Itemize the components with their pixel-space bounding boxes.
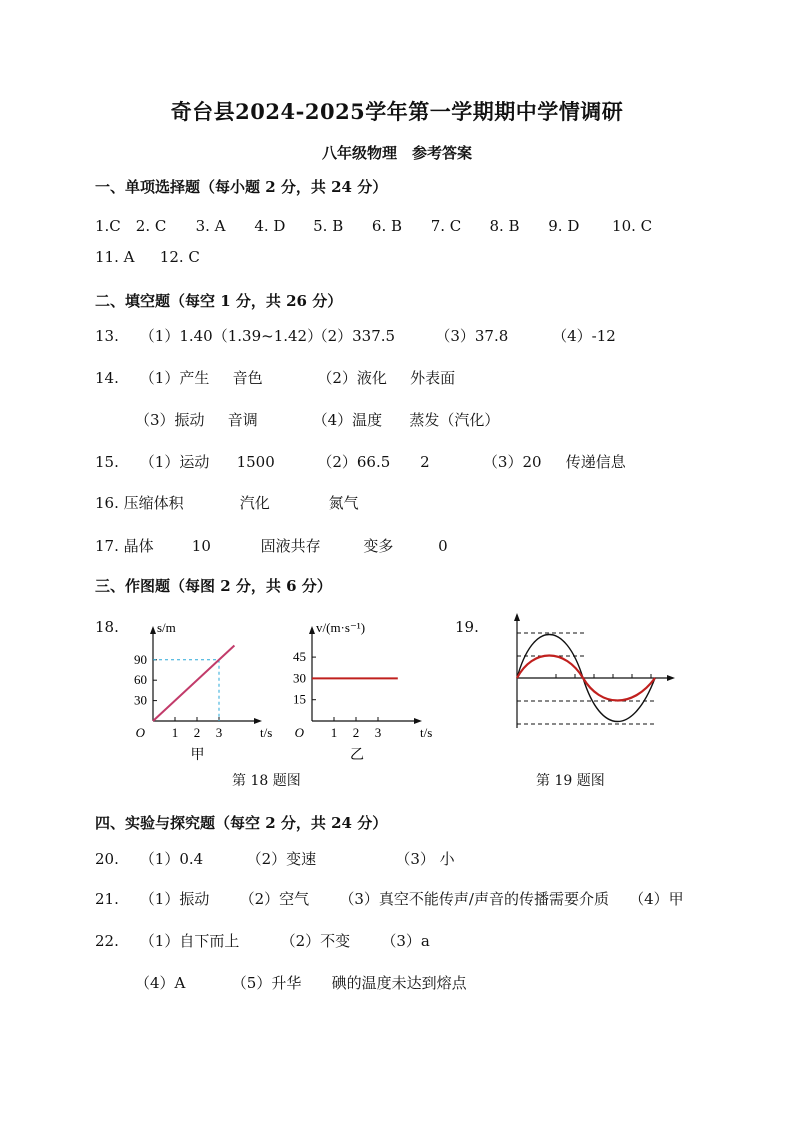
- chart-name: 乙: [350, 748, 364, 763]
- figure-18-caption: 第 18 题图: [232, 773, 301, 789]
- answer-text: 16. 压缩体积: [95, 494, 184, 512]
- answer-text: （1）振动: [139, 890, 210, 908]
- question-number: 20.: [95, 850, 119, 868]
- section-2-heading: 二、填空题（每空 1 分，共 26 分）: [95, 292, 343, 310]
- answer-11: 11. A: [95, 248, 135, 266]
- answer-text: 1500: [236, 453, 275, 471]
- y-tick-label: 30: [293, 670, 306, 686]
- x-axis-arrow: [414, 718, 422, 724]
- answer-row: [95, 492, 359, 513]
- y-axis-label: v/(m·s⁻¹): [316, 620, 366, 635]
- answer-row: [95, 451, 626, 472]
- section-3-heading: 三、作图题（每图 2 分，共 6 分）: [95, 577, 332, 595]
- y-tick-label: 60: [134, 672, 147, 688]
- answer-row: [95, 888, 684, 909]
- x-axis-label: t/s: [260, 725, 273, 740]
- answer-3: 3. A: [195, 217, 226, 235]
- x-tick-label: 1: [330, 725, 338, 740]
- y-tick-label: 15: [293, 691, 306, 707]
- wave-x-arrow: [667, 675, 675, 681]
- answer-text: （3）真空不能传声/声音的传播需要介质: [339, 890, 609, 908]
- data-line: [153, 646, 234, 721]
- answer-4: 4. D: [254, 217, 286, 235]
- x-tick-label: 2: [193, 725, 201, 740]
- answer-text: （3）20: [482, 453, 542, 471]
- answer-8: 8. B: [489, 217, 520, 235]
- answer-row: [95, 848, 455, 869]
- answer-text: 音调: [227, 411, 258, 429]
- answer-text: （4）A: [135, 974, 186, 992]
- answer-row: [95, 217, 652, 235]
- answer-text: （1）1.40（1.39~1.42）: [139, 327, 323, 345]
- answer-text: 音色: [232, 369, 263, 387]
- y-axis-arrow: [309, 626, 315, 634]
- answer-text: 碘的温度未达到熔点: [331, 974, 467, 992]
- answer-text: 变多: [363, 537, 394, 555]
- answer-text: （3）37.8: [435, 327, 509, 345]
- answer-text: （1）自下而上: [139, 932, 240, 950]
- chart-jia: [120, 618, 280, 768]
- section-4-heading: 四、实验与探究题（每空 2 分，共 24 分）: [95, 814, 388, 832]
- answer-row: [135, 972, 467, 993]
- origin-label: O: [294, 725, 304, 740]
- question-18-label: 18.: [95, 618, 119, 636]
- answer-text: （2）空气: [239, 890, 310, 908]
- x-tick-label: 1: [171, 725, 179, 740]
- y-tick-label: 45: [293, 649, 306, 665]
- answer-text: （2）液化: [317, 369, 387, 387]
- answer-text: 外表面: [410, 369, 456, 387]
- answer-text: 17. 晶体: [95, 537, 154, 555]
- answer-text: （4）温度: [312, 411, 383, 429]
- answer-text: （2）不变: [280, 932, 351, 950]
- question-19-label: 19.: [455, 618, 479, 636]
- answer-text: （1）产生: [139, 369, 210, 387]
- answer-text: 0: [438, 537, 448, 555]
- y-axis-label: s/m: [157, 620, 176, 635]
- chart-yi: [290, 618, 440, 768]
- wave-diagram: [505, 610, 685, 735]
- answer-text: （5）升华: [231, 974, 302, 992]
- answer-12: 12. C: [159, 248, 200, 266]
- question-number: 22.: [95, 932, 119, 950]
- page-title: 奇台县2024-2025学年第一学期期中学情调研: [170, 99, 624, 124]
- answer-text: （1）运动: [139, 453, 210, 471]
- x-tick-label: 3: [215, 725, 223, 740]
- x-axis-label: t/s: [420, 725, 433, 740]
- answer-10: 10. C: [612, 217, 653, 235]
- answer-2: 2. C: [135, 217, 167, 235]
- page-subtitle: 八年级物理 参考答案: [321, 144, 472, 162]
- answer-text: 汽化: [239, 494, 270, 512]
- y-tick-label: 90: [134, 651, 147, 667]
- answer-text: （4）甲: [629, 890, 684, 908]
- answer-text: 蒸发（汽化）: [409, 411, 500, 429]
- answer-text: （4）-12: [552, 327, 616, 345]
- answer-text: （2）变速: [246, 850, 317, 868]
- x-tick-label: 3: [374, 725, 382, 740]
- answer-text: （3）a: [381, 932, 430, 950]
- answer-text: （3） 小: [395, 850, 455, 868]
- question-number: 15.: [95, 453, 119, 471]
- question-number: 21.: [95, 890, 119, 908]
- answer-9: 9. D: [548, 217, 580, 235]
- section-1-heading: 一、单项选择题（每小题 2 分，共 24 分）: [95, 178, 388, 196]
- question-number: 14.: [95, 369, 119, 387]
- answer-7: 7. C: [430, 217, 462, 235]
- answer-5: 5. B: [313, 217, 344, 235]
- answer-text: （2）337.5: [312, 327, 396, 345]
- answer-row: [95, 325, 616, 346]
- answer-text: 2: [420, 453, 430, 471]
- wave-y-arrow: [514, 613, 520, 621]
- figure-19-caption: 第 19 题图: [536, 773, 605, 789]
- origin-label: O: [135, 725, 145, 740]
- answer-row: [95, 535, 448, 556]
- answer-6: 6. B: [371, 217, 403, 235]
- answer-text: 固液共存: [260, 537, 321, 555]
- answer-text: （3）振动: [135, 411, 205, 429]
- answer-text: 10: [191, 537, 211, 555]
- answer-row: [95, 367, 455, 388]
- x-tick-label: 2: [352, 725, 360, 740]
- chart-name: 甲: [190, 748, 205, 763]
- answer-row: [95, 248, 200, 266]
- answer-1: 1.C: [95, 217, 121, 235]
- answer-text: 氮气: [328, 494, 359, 512]
- answer-text: （2）66.5: [317, 453, 391, 471]
- x-axis-arrow: [254, 718, 262, 724]
- y-tick-label: 30: [134, 692, 147, 708]
- answer-row: [135, 409, 499, 430]
- answer-row: [95, 930, 430, 951]
- answer-text: 传递信息: [565, 453, 626, 471]
- y-axis-arrow: [150, 626, 156, 634]
- question-number: 13.: [95, 327, 119, 345]
- answer-text: （1）0.4: [139, 850, 204, 868]
